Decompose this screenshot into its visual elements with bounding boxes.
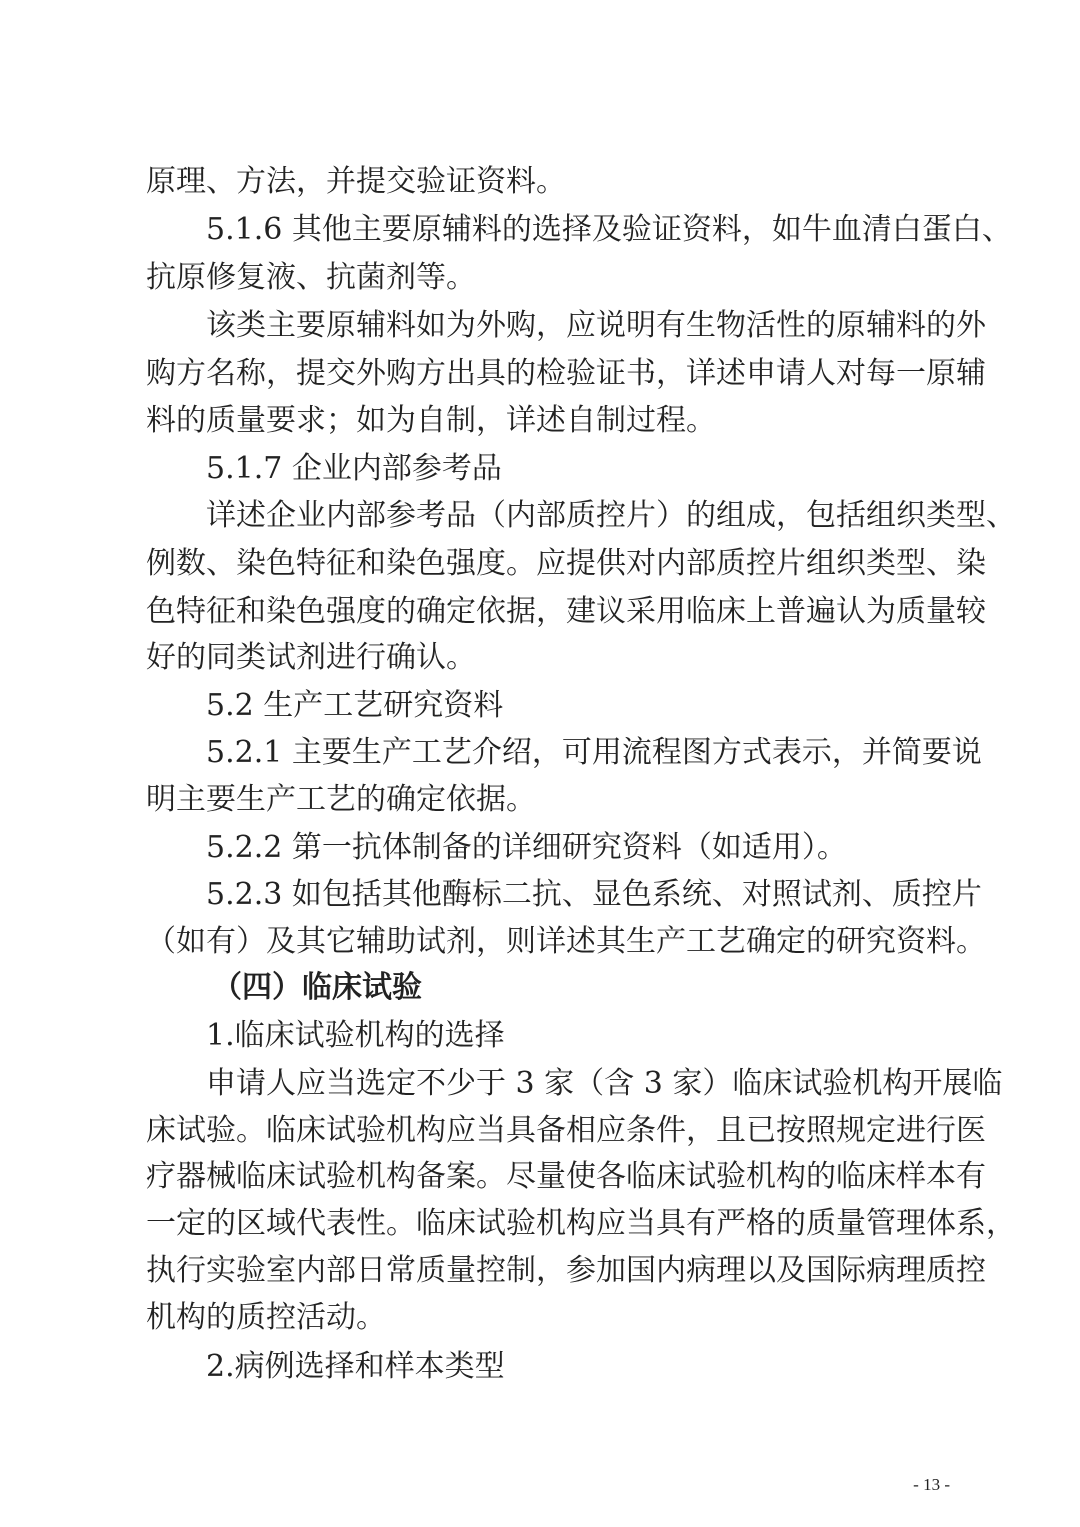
text-line: 原理、方法，并提交验证资料。 xyxy=(146,164,566,199)
text-line: 5.2 生产工艺研究资料 xyxy=(206,688,504,723)
text-line: 例数、染色特征和染色强度。应提供对内部质控片组织类型、染 xyxy=(146,546,986,581)
text-line: 2.病例选择和样本类型 xyxy=(206,1349,505,1384)
text-line: 该类主要原辅料如为外购，应说明有生物活性的原辅料的外 xyxy=(206,308,986,343)
text-line: 机构的质控活动。 xyxy=(146,1300,386,1335)
text-line: （如有）及其它辅助试剂，则详述其生产工艺确定的研究资料。 xyxy=(146,924,986,959)
text-line: 明主要生产工艺的确定依据。 xyxy=(146,782,536,817)
text-line: 一定的区域代表性。临床试验机构应当具有严格的质量管理体系， xyxy=(146,1206,1016,1241)
text-line: 5.2.2 第一抗体制备的详细研究资料（如适用）。 xyxy=(206,830,847,865)
text-line: 料的质量要求；如为自制，详述自制过程。 xyxy=(146,403,716,438)
text-line: 详述企业内部参考品（内部质控片）的组成，包括组织类型、 xyxy=(206,498,1016,533)
section-heading: （四）临床试验 xyxy=(212,970,422,1005)
text-line: 购方名称，提交外购方出具的检验证书，详述申请人对每一原辅 xyxy=(146,356,986,391)
text-line: 色特征和染色强度的确定依据，建议采用临床上普遍认为质量较 xyxy=(146,594,986,629)
page-number: - 13 - xyxy=(913,1475,950,1494)
text-line: 床试验。临床试验机构应当具备相应条件，且已按照规定进行医 xyxy=(146,1113,986,1148)
text-line: 5.1.7 企业内部参考品 xyxy=(206,451,502,486)
text-line: 1.临床试验机构的选择 xyxy=(206,1018,505,1053)
text-line: 5.1.6 其他主要原辅料的选择及验证资料，如牛血清白蛋白、 xyxy=(206,212,1012,247)
text-line: 抗原修复液、抗菌剂等。 xyxy=(146,260,476,295)
text-line: 好的同类试剂进行确认。 xyxy=(146,640,476,675)
text-line: 疗器械临床试验机构备案。尽量使各临床试验机构的临床样本有 xyxy=(146,1159,986,1194)
text-line: 5.2.3 如包括其他酶标二抗、显色系统、对照试剂、质控片 xyxy=(206,877,982,912)
text-line: 申请人应当选定不少于 3 家（含 3 家）临床试验机构开展临 xyxy=(206,1066,1003,1101)
text-line: 执行实验室内部日常质量控制，参加国内病理以及国际病理质控 xyxy=(146,1253,986,1288)
text-line: 5.2.1 主要生产工艺介绍，可用流程图方式表示，并简要说 xyxy=(206,735,982,770)
